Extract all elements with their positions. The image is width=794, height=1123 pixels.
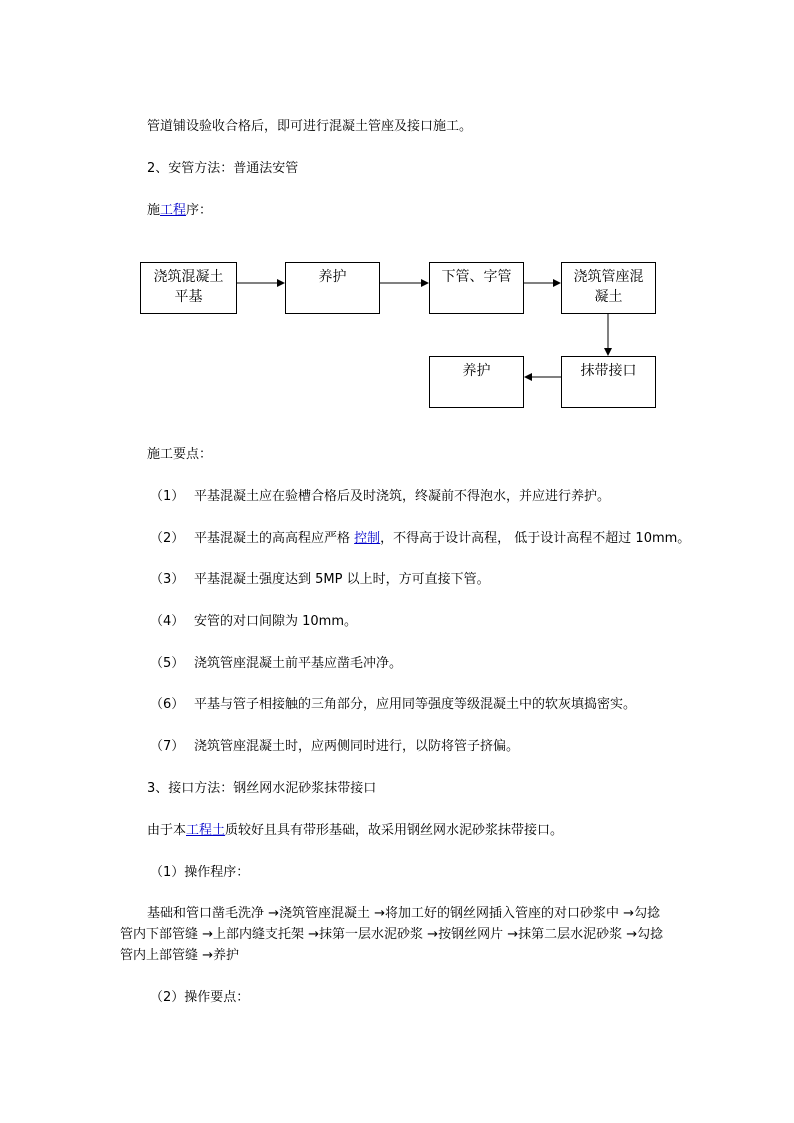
operation-procedure-line-1: 基础和管口凿毛洗净 →浇筑管座混凝土 →将加工好的钢丝网插入管座的对口砂浆中 →勾捻 xyxy=(147,906,661,921)
point-2-number: （2） xyxy=(150,531,185,546)
operation-procedure-line-3: 管内上部管缝 →养护 xyxy=(120,948,240,963)
engineering-link[interactable]: 工程 xyxy=(160,203,187,218)
control-link[interactable]: 控制 xyxy=(354,531,381,546)
process-heading-pre: 施 xyxy=(147,203,161,218)
reason-post: 质较好且具有带形基础，故采用钢丝网水泥砂浆抹带接口。 xyxy=(225,823,564,838)
flow-box-pour-cradle-line2: 凝土 xyxy=(594,289,623,305)
flow-box-cure-2-label: 养护 xyxy=(462,363,491,379)
point-3-number: （3） xyxy=(150,572,185,587)
flow-box-pour-base-line2: 平基 xyxy=(174,289,203,305)
flow-box-pour-cradle-line1: 浇筑管座混 xyxy=(573,269,644,285)
intro-paragraph: 管道铺设验收合格后，即可进行混凝土管座及接口施工。 xyxy=(147,119,473,134)
process-heading-post: 序： xyxy=(186,203,213,218)
operation-procedure-line-2: 管内下部管缝 →上部内缝支托架 →抹第一层水泥砂浆 →按钢丝网片 →抹第二层水泥砂浆 →勾捻 xyxy=(120,927,664,942)
flow-box-lower-pipe-label: 下管、字管 xyxy=(441,269,512,285)
operation-procedure-heading: （1）操作程序： xyxy=(150,865,250,880)
point-2 xyxy=(150,530,690,548)
key-points-title: 施工要点： xyxy=(147,447,213,462)
point-6-number: （6） xyxy=(150,697,185,712)
operation-points-heading: （2）操作要点： xyxy=(150,990,250,1005)
point-6 xyxy=(150,696,636,714)
point-1 xyxy=(150,488,610,506)
section-2-heading: 2、安管方法：普通法安管 xyxy=(147,161,299,176)
point-1-number: （1） xyxy=(150,489,185,504)
reason-paragraph xyxy=(147,822,563,840)
point-4-number: （4） xyxy=(150,614,185,629)
point-7 xyxy=(150,738,519,756)
flow-box-pour-base-line1: 浇筑混凝土 xyxy=(153,269,224,285)
point-7-text: 浇筑管座混凝土时，应两侧同时进行，以防将管子挤偏。 xyxy=(194,739,520,754)
flow-box-band-joint-label: 抹带接口 xyxy=(580,363,637,379)
point-3-text: 平基混凝土强度达到 5MP 以上时，方可直接下管。 xyxy=(194,572,490,587)
point-2-text-pre: 平基混凝土的高高程应严格 xyxy=(194,531,355,546)
point-6-text: 平基与管子相接触的三角部分，应用同等强度等级混凝土中的软灰填捣密实。 xyxy=(194,697,637,712)
section-3-heading: 3、接口方法：钢丝网水泥砂浆抹带接口 xyxy=(147,781,377,796)
flow-box-cure-1-label: 养护 xyxy=(318,269,347,285)
point-4 xyxy=(150,613,357,631)
point-3 xyxy=(150,571,490,589)
point-2-text-post: ，不得高于设计高程， 低于设计高程不超过 10mm。 xyxy=(380,531,691,546)
point-5-number: （5） xyxy=(150,656,185,671)
point-5-text: 浇筑管座混凝土前平基应凿毛冲净。 xyxy=(194,656,403,671)
point-4-text: 安管的对口间隙为 10mm。 xyxy=(194,614,358,629)
engineering-soil-link[interactable]: 工程土 xyxy=(186,823,226,838)
point-7-number: （7） xyxy=(150,739,185,754)
reason-pre: 由于本 xyxy=(147,823,187,838)
point-1-text: 平基混凝土应在验槽合格后及时浇筑，终凝前不得泡水，并应进行养护。 xyxy=(194,489,611,504)
point-5 xyxy=(150,655,402,673)
